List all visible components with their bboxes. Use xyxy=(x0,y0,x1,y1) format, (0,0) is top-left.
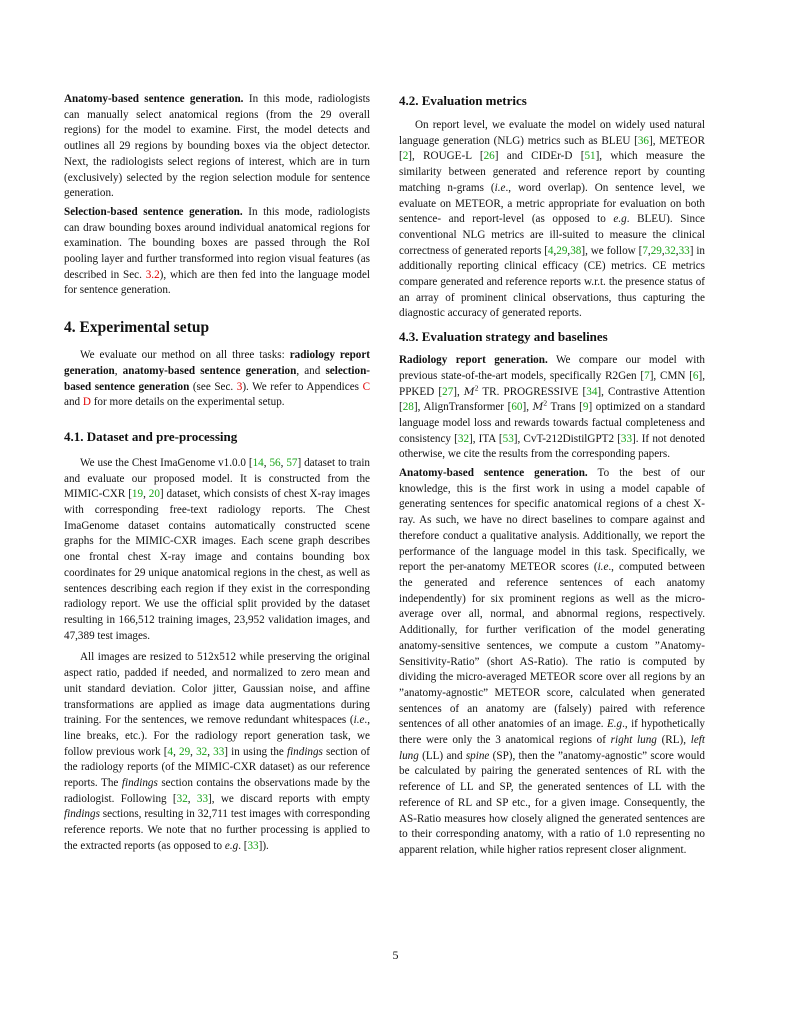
citation-link[interactable]: 36 xyxy=(637,134,649,147)
citation-link[interactable]: 14 xyxy=(252,456,264,469)
right-column xyxy=(399,92,705,862)
citation-link[interactable]: 33 xyxy=(247,839,259,852)
citation-link[interactable]: 38 xyxy=(570,244,582,257)
paragraph-anatomy-based-mode: Anatomy-based sentence generation. In this mode, radiologists can manually select anatomical regions (from the 29 overall regions) for the model to examine. First, the model detects and outlines all 29 regions by bounding boxes via the object detector. Next, the radiologists select regions of interest, which are in turn (exclusively) selected by the region selection module for sentence generation. xyxy=(64,93,370,200)
ref-link[interactable]: C xyxy=(362,380,370,393)
paragraph-selection-based-mode: Selection-based sentence generation. In this mode, radiologists can draw bounding boxes around individual anatomical regions for examination. The bounding boxes are passed through the RoI pooling layer and further transformed into region visual features (as described in Sec. 3.2), which are then fed into the language model for sentence generation. xyxy=(64,205,371,297)
ref-link[interactable]: 3.2 xyxy=(145,268,160,281)
citation-link[interactable]: 26 xyxy=(483,150,495,163)
citation-link[interactable]: 33 xyxy=(620,432,633,445)
citation-link[interactable]: 20 xyxy=(148,488,160,501)
paragraph-preprocessing: All images are resized to 512x512 while preserving the original aspect ratio, padded if needed, and normalized to zero mean and unit standard deviation. Color jitter, Gaussian noise, and affine transformations are applied as image data augmentations during training. For the sentences, we remove redundant whitespaces (i.e., line breaks, etc.). For the radiology report generation task, we follow previous work [4, 29, 32, 33] in using the findings section of the radiology reports (of the MIMIC-CXR dataset) as our reference reports. The findings section contains the observations made by the radiologist. Following [32, 33], we discard reports with empty findings sections, resulting in 32,711 test images with corresponding reference reports. We note that no further processing is applied to the extracted reports (as opposed to e.g. [33]). xyxy=(64,651,371,852)
citation-link[interactable]: 2 xyxy=(402,150,409,163)
paragraph-dataset: We use the Chest ImaGenome v1.0.0 [14, 56, 57] dataset to train and evaluate our proposed model. It is constructed from the MIMIC-CXR [19, 20] dataset, which consists of chest X-ray images with corresponding free-text radiology reports. The Chest ImaGenome dataset contains automatically constructed scene graphs for the MIMIC-CXR images. Each scene graph describes one frontal chest X-ray image and contains bounding box coordinates for 29 unique anatomical regions in the chest, as well as sentences describing each region if they exist in the corresponding radiology report. We use the official split provided by the dataset resulting in 166,512 training images, 23,952 validation images, and 47,389 test images. xyxy=(64,456,371,642)
section-heading-experimental-setup: 4. Experimental setup xyxy=(64,319,210,337)
subsection-heading-evaluation-strategy: 4.3. Evaluation strategy and baselines xyxy=(399,329,608,345)
citation-link[interactable]: 32 xyxy=(196,745,208,758)
citation-link[interactable]: 33 xyxy=(678,244,690,257)
citation-link[interactable]: 9 xyxy=(582,401,589,414)
citation-link[interactable]: 51 xyxy=(584,150,596,163)
paragraph-tasks: We evaluate our method on all three tasks: radiology report generation, anatomy-based sentence generation, and selection-based sentence generation (see Sec. 3). We refer to Appendices C and D for more details on the experimental setup. xyxy=(64,349,370,409)
citation-link[interactable]: 53 xyxy=(502,432,514,445)
citation-link[interactable]: 19 xyxy=(131,488,144,501)
citation-link[interactable]: 29 xyxy=(179,745,191,758)
citation-link[interactable]: 33 xyxy=(213,745,225,758)
citation-link[interactable]: 33 xyxy=(196,792,209,805)
citation-link[interactable]: 60 xyxy=(511,401,523,414)
paragraph-anatomy-based-evaluation: Anatomy-based sentence generation. To the best of our knowledge, this is the first work in using a model capable of generating sentences for specific anatomical regions of a chest X-ray. As such, we have no direct baselines to compare against and therefore conduct a qualitative analysis. Additionally, we report the performance of the language model in this task. Specifically, we report the per-anatomy METEOR scores (i.e., computed between the generated and reference sentences of each anatomy independently) for six prominent regions as well as the micro-average over all, normal, and abnormal regions, respectively. Additionally, for further verification of the model generating anatomy-sensitive sentences, we compute a custom ”Anatomy-Sensitivity-Ratio” (short AS-Ratio). The ratio is computed by dividing the micro-averaged METEOR score over all regions by an ”anatomy-agnostic” METEOR score, calculated when generated sentences of an anatomy are (falsely) paired with reference sentences of all other anatomies of an image. E.g., if hypothetically there were only the 3 anatomical regions of right lung (RL), left lung (LL) and spine (SP), then the ”anatomy-agnostic” score would be calculated by pairing the generated sentences of RL with the reference of LL and SP, the generated sentences of LL with the reference of RL and SP etc., for a given image. Consequently, the AS-Ratio measures how closely aligned the generated sentences are to their corresponding anatomy, with a ratio of 1.0 representing no apparent relation, while higher ratios represent closer alignment. xyxy=(399,467,705,856)
paragraph-metrics: On report level, we evaluate the model on widely used natural language generation (NLG) metrics such as BLEU [36], METEOR [2], ROUGE-L [26] and CIDEr-D [51], which measure the similarity between generated and reference report by counting matching n-grams (i.e., word overlap). On sentence level, we evaluate on METEOR, a metric appropriate for evaluation on both sentence- and report-level (as opposed to e.g. BLEU). Since conventional NLG metrics are ill-suited to measure the clinical correctness of generated reports [4,29,38], we follow [7,29,32,33] in additionally reporting clinical efficacy (CE) metrics. CE metrics compare generated and reference reports w.r.t. the presence status of an array of prominent clinical observations, thus capturing the diagnostic accuracy of generated reports. xyxy=(399,119,706,320)
citation-link[interactable]: 32 xyxy=(176,792,188,805)
citation-link[interactable]: 6 xyxy=(692,369,699,382)
citation-link[interactable]: 7 xyxy=(642,244,648,257)
ref-link[interactable]: D xyxy=(82,396,91,409)
ref-link[interactable]: 3 xyxy=(236,380,243,393)
citation-link[interactable]: 57 xyxy=(286,456,298,469)
citation-link[interactable]: 34 xyxy=(586,385,598,398)
citation-link[interactable]: 32 xyxy=(664,244,676,257)
paragraph-report-generation-baselines: Radiology report generation. We compare our model with previous state-of-the-art models, specifically R2Gen [7], CMN [6], PPKED [27], $M^2$ TR. PROGRESSIVE [34], Contrastive Attention [28], AlignTransformer [60], $M^2$ Trans [9] optimized on a standard language model loss and rewards towards factual completeness and consistency [32], ITA [53], CvT-212DistilGPT2 [33]. If not denoted otherwise, we cite the results from the corresponding papers. xyxy=(399,354,706,461)
page-number: 5 xyxy=(392,948,399,962)
citation-link[interactable]: 4 xyxy=(167,745,174,758)
citation-link[interactable]: 29 xyxy=(556,244,568,257)
citation-link[interactable]: 28 xyxy=(402,401,414,414)
citation-link[interactable]: 29 xyxy=(650,244,662,257)
citation-link[interactable]: 56 xyxy=(269,456,281,469)
citation-link[interactable]: 7 xyxy=(644,369,650,382)
citation-link[interactable]: 27 xyxy=(442,385,454,398)
subsection-heading-evaluation-metrics: 4.2. Evaluation metrics xyxy=(399,93,527,108)
citation-link[interactable]: 32 xyxy=(457,432,470,445)
subsection-heading-dataset: 4.1. Dataset and pre-processing xyxy=(64,428,238,444)
citation-link[interactable]: 4 xyxy=(547,244,554,257)
left-column xyxy=(64,92,370,858)
